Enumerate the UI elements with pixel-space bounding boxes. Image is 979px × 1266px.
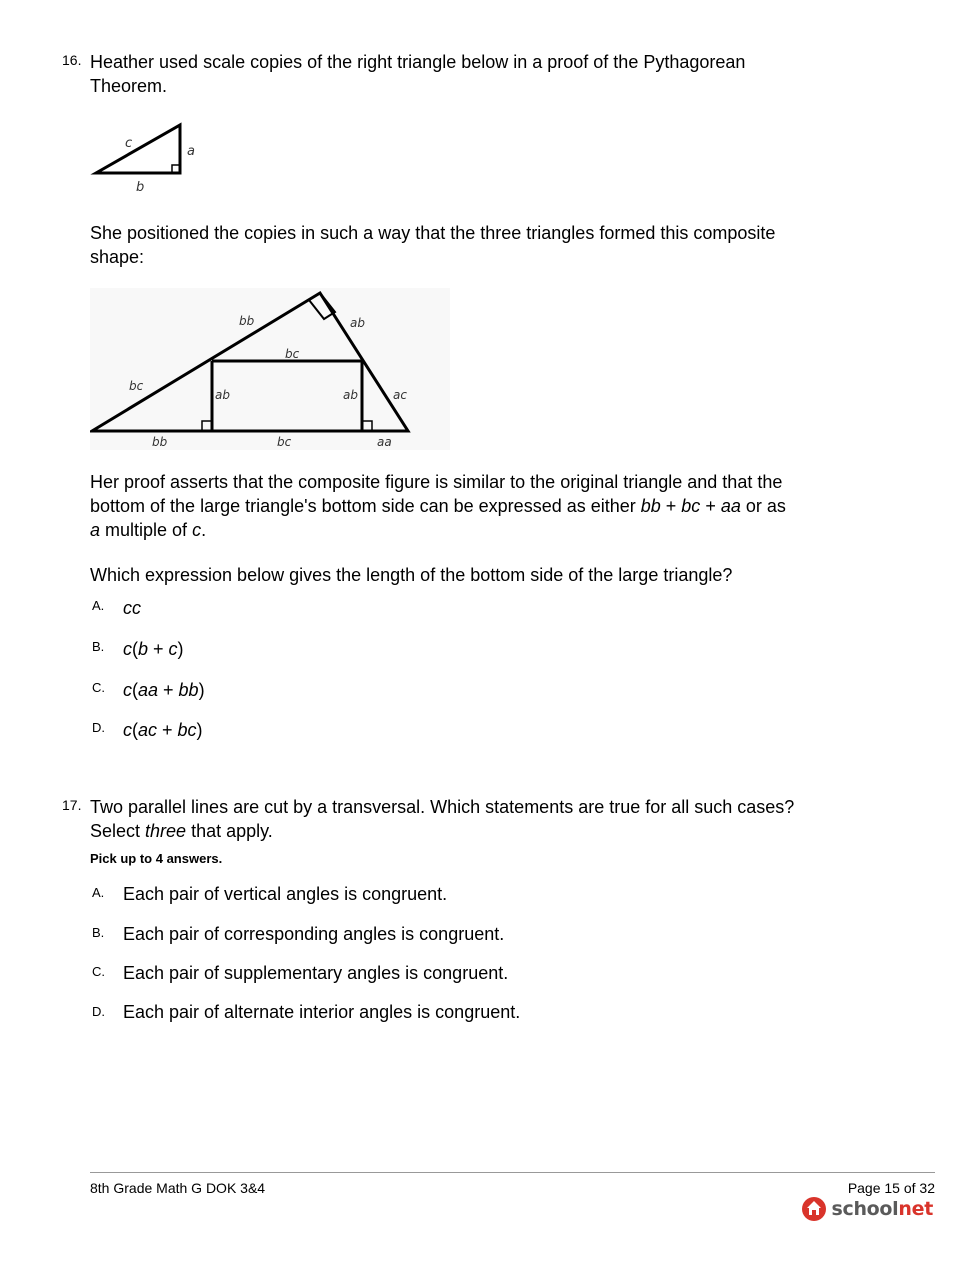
logo-school-text: school — [831, 1198, 899, 1220]
proof-line3-end: . — [201, 520, 207, 540]
q17-option-b-letter[interactable]: B. — [92, 925, 105, 940]
proof-line2 — [90, 494, 870, 518]
q16-b-part0: c — [123, 639, 132, 659]
question-17-prompt-line2 — [90, 819, 870, 843]
composite-label-top-right: ab — [350, 316, 365, 330]
composite-triangle-figure — [90, 288, 450, 450]
q17-option-b-text[interactable]: Each pair of corresponding angles is congruent. — [123, 924, 505, 944]
q16-d-part2: ac — [138, 720, 158, 740]
footer-title: 8th Grade Math G DOK 3&4 — [90, 1180, 266, 1196]
q17-option-d-letter[interactable]: D. — [92, 1004, 105, 1019]
question-17-number: 17. — [62, 797, 82, 813]
q16-b-part5: ) — [177, 639, 184, 659]
q17-option-c-text[interactable]: Each pair of supplementary angles is congruent. — [123, 963, 509, 983]
question-16-prompt-line1: Heather used scale copies of the right triangle below in a proof of the Pythagorean — [90, 52, 746, 72]
question-16-number: 16. — [62, 52, 82, 68]
q16-c-part1: ( — [132, 680, 138, 700]
composite-label-right-leg: ab — [343, 388, 358, 402]
q16-d-part5: ) — [196, 720, 203, 740]
question-16-prompt-line2: Theorem. — [90, 76, 168, 96]
q16-option-a-letter[interactable]: A. — [92, 598, 105, 613]
q16-c-part4: bb — [178, 680, 199, 700]
composite-label-left-leg: ab — [215, 388, 230, 402]
proof-bc: bc — [681, 496, 701, 516]
q16-option-c-text[interactable] — [123, 680, 205, 701]
proof-line1: Her proof asserts that the composite figure is similar to the original triangle and that the — [90, 472, 783, 492]
label-b: b — [136, 180, 145, 195]
composite-intro-line2: shape: — [90, 247, 145, 267]
footer-page-number: Page 15 of 32 — [847, 1180, 935, 1196]
composite-intro-line1: She positioned the copies in such a way that the three triangles formed this composite — [90, 223, 776, 243]
q16-d-part1: ( — [132, 720, 138, 740]
label-c: c — [125, 136, 133, 151]
composite-label-bottom-left: bb — [152, 435, 168, 449]
proof-plus2: + — [700, 496, 721, 516]
logo-net-text: net — [898, 1198, 933, 1220]
q16-c-part0: c — [123, 680, 132, 700]
composite-intro — [90, 221, 850, 269]
q16-b-part3: + — [148, 639, 169, 659]
q16-option-c-letter[interactable]: C. — [92, 680, 105, 695]
q17-line2-pre: Select — [90, 821, 146, 841]
small-right-triangle-figure — [90, 118, 210, 198]
q17-option-a-text[interactable]: Each pair of vertical angles is congruent. — [123, 884, 448, 904]
q17-line2-post: that apply. — [186, 821, 273, 841]
proof-a: a — [90, 520, 101, 540]
proof-c: c — [192, 520, 202, 540]
q17-answer-limit-note: Pick up to 4 answers. — [90, 851, 223, 866]
q16-option-d-letter[interactable]: D. — [92, 720, 105, 735]
q16-b-part4: c — [168, 639, 178, 659]
q16-b-part1: ( — [132, 639, 138, 659]
label-a: a — [187, 144, 195, 159]
proof-plus1: + — [660, 496, 682, 516]
schoolnet-house-icon — [801, 1196, 827, 1222]
schoolnet-logo — [801, 1196, 933, 1222]
q17-line2-three: three — [145, 821, 187, 841]
proof-bb: bb — [640, 496, 661, 516]
q17-option-d-text[interactable]: Each pair of alternate interior angles is congruent. — [123, 1002, 521, 1022]
proof-line3-mid: multiple of — [100, 520, 193, 540]
proof-line2-post: or as — [740, 496, 786, 516]
composite-label-inner-top: bc — [285, 347, 300, 361]
composite-label-top-left: bb — [239, 314, 255, 328]
q16-a-part0: cc — [123, 598, 141, 618]
q16-c-part2: aa — [138, 680, 159, 700]
q16-option-b-text[interactable] — [123, 639, 184, 660]
q16-option-a-text[interactable] — [123, 598, 141, 619]
q16-d-part0: c — [123, 720, 132, 740]
q17-option-a-letter[interactable]: A. — [92, 885, 105, 900]
q16-d-part3: + — [157, 720, 178, 740]
composite-label-right-side: ac — [393, 388, 407, 402]
question-16-prompt — [90, 50, 850, 98]
proof-aa: aa — [720, 496, 741, 516]
proof-line2-pre: bottom of the large triangle's bottom side can be expressed as either — [90, 496, 641, 516]
composite-label-bottom-right: aa — [377, 435, 392, 449]
q16-d-part4: bc — [177, 720, 197, 740]
q16-option-d-text[interactable] — [123, 720, 203, 741]
question-16-ask: Which expression below gives the length of the bottom side of the large triangle? — [90, 565, 733, 585]
footer-divider — [90, 1172, 935, 1173]
composite-label-left-hyp: bc — [129, 379, 144, 393]
q16-b-part2: b — [138, 639, 149, 659]
figure-background — [90, 288, 450, 450]
question-17-prompt — [90, 795, 870, 843]
proof-statement — [90, 470, 870, 542]
q16-c-part5: ) — [198, 680, 205, 700]
small-triangle-shape — [96, 125, 180, 173]
question-17-prompt-line1: Two parallel lines are cut by a transversal. Which statements are true for all such cases? — [90, 797, 795, 817]
composite-label-bottom-mid: bc — [277, 435, 292, 449]
q16-option-b-letter[interactable]: B. — [92, 639, 105, 654]
q16-c-part3: + — [158, 680, 179, 700]
proof-line3 — [90, 518, 870, 542]
q17-option-c-letter[interactable]: C. — [92, 964, 105, 979]
